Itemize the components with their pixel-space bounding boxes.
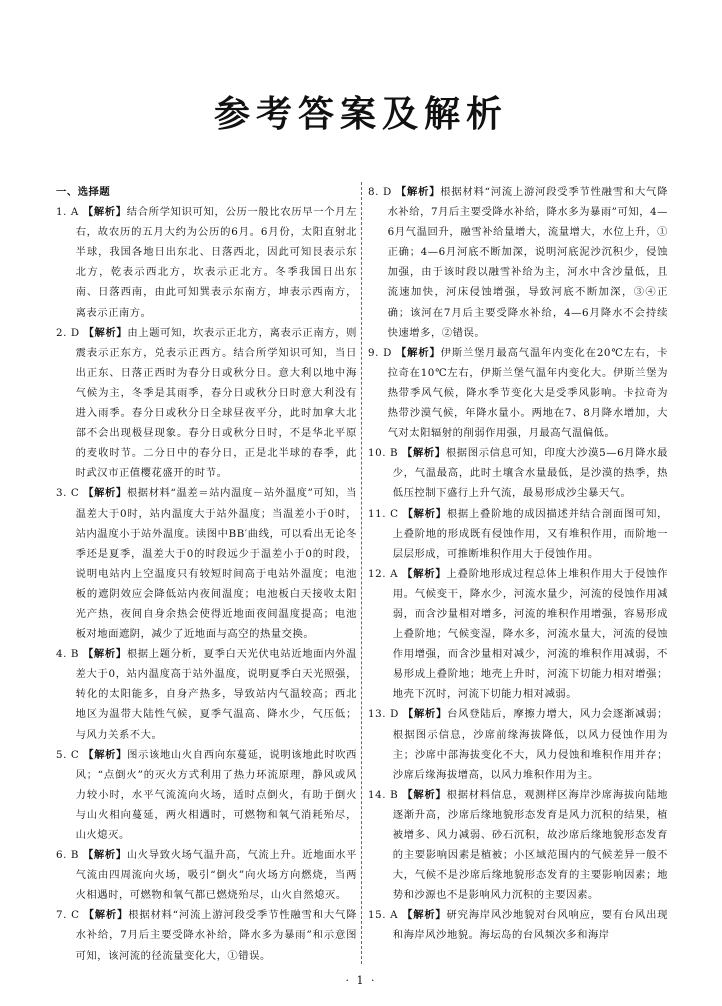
answer-item: [56, 202, 357, 323]
answer-letter: D: [70, 326, 80, 339]
answer-letter: B: [389, 447, 399, 460]
question-number: 9.: [368, 346, 379, 359]
question-number: 8.: [368, 186, 379, 198]
question-number: 4.: [56, 648, 67, 661]
analysis-tag: 【解析】: [402, 788, 447, 801]
analysis-tag: 【解析】: [83, 748, 128, 761]
answer-item: [368, 182, 668, 343]
analysis-text: 根据上叠阶地的成因描述并结合剖面图可知，上叠阶地的形成既有侵蚀作用，又有堆积作用，而阶地一层层形成，可推断堆积作用大于侵蚀作用。: [392, 507, 668, 560]
answer-letter: A: [390, 567, 399, 580]
analysis-tag: 【解析】: [402, 567, 447, 580]
answer-letter: C: [70, 748, 80, 761]
analysis-text: 根据材料“河流上游河段受季节性融雪和大气降水补给，7月后主要受降水补给，降水多为暴雨”和示意图可知，该河流的径流量变化大，①错误。: [75, 909, 357, 962]
analysis-tag: 【解析】: [396, 346, 441, 359]
analysis-text: 根据材料信息，观测样区海岸沙席海拔向陆地逐渐升高，沙席后缘地貌形态发育是风力沉积的结果，植被增多、风力减弱、砂石沉积，故沙席后缘地貌形态发育的主要影响因素是植被；小区域范围内的气候差异一般不大，气候不是沙席后缘地貌形态发育的主要影响因素；地势和沙源也不是影响风力沉积的主要因素。: [392, 788, 668, 902]
analysis-text: 根据图示信息可知，印度大沙漠5—6月降水最少，气温最高，此时土壤含水量最低，是沙漠的热季，热低压控制下盛行上升气流，最易形成沙尘暴天气。: [392, 447, 669, 500]
question-number: 5.: [56, 748, 67, 761]
answer-item: [56, 323, 357, 484]
analysis-tag: 【解析】: [83, 487, 127, 500]
analysis-tag: 【解析】: [402, 507, 447, 520]
analysis-tag: 【解析】: [82, 206, 127, 219]
answer-letter: D: [390, 708, 399, 721]
page-number: · 1 ·: [345, 974, 377, 987]
question-number: 7.: [56, 909, 67, 922]
answer-letter: D: [383, 186, 392, 198]
analysis-text: 台风登陆后，摩擦力增大，风力会逐渐减弱；根据图示信息，沙席前缘海拔降低，以风力侵蚀作用为主；沙席中部海拔变化不大，风力侵蚀和堆积作用并存；沙席后缘海拔增高，以风力堆积作用为主。: [392, 708, 668, 781]
question-number: 10.: [368, 447, 387, 460]
page-title: 参考答案及解析: [213, 94, 508, 135]
answer-letter: C: [71, 909, 80, 922]
left-column: [56, 182, 357, 962]
answer-letter: B: [70, 648, 80, 661]
analysis-text: 由上题可知，坎表示正北方，离表示正南方，则震表示正东方，兑表示正西方。结合所学知识可知，当日出正东、日落正西时为春分日或秋分日。意大利以地中海气候为主，冬季是其雨季，春分日或秋分日时意大利没有进入雨季。春分日或秋分日全球昼夜平分，此时加拿大北部不会出现极昼现象。春分日或秋分日时，不是华北平原的麦收时节。二分日中的春分日，正是北半球的春季，此时武汉市正值樱花盛开的时节。: [75, 326, 357, 480]
answer-letter: B: [390, 788, 399, 801]
answer-letter: C: [70, 487, 80, 500]
answer-item: [368, 785, 668, 906]
answer-item: [368, 564, 668, 705]
question-number: 14.: [368, 788, 387, 801]
analysis-tag: 【解析】: [83, 909, 129, 922]
answer-item: [368, 704, 668, 784]
question-number: 15.: [368, 909, 387, 922]
answer-letter: A: [390, 909, 399, 922]
answer-item: [56, 905, 357, 965]
section-heading: 一、选择题: [56, 186, 111, 198]
question-number: 2.: [56, 326, 67, 339]
answer-item: [368, 504, 668, 564]
analysis-text: 上叠阶地形成过程总体上堆积作用大于侵蚀作用。气候变干，降水少，河流水量少，河流的侵蚀作用减弱，而含沙量相对增多，河流的堆积作用增强，容易形成上叠阶地；气候变湿，降水多，河流水量大，河流的侵蚀作用增强，而含沙量相对减少，河流的堆积作用减弱，不易形成上叠阶地；地壳上升时，河流下切能力相对增强；地壳下沉时，河流下切能力相对减弱。: [392, 567, 669, 701]
analysis-tag: 【解析】: [82, 849, 127, 862]
analysis-tag: 【解析】: [402, 708, 448, 721]
question-number: 3.: [56, 487, 67, 500]
answer-item: [368, 905, 668, 945]
answer-letter: D: [383, 346, 392, 359]
answer-letter: A: [70, 206, 79, 219]
question-number: 12.: [368, 567, 387, 580]
analysis-text: 图示该地山火自西向东蔓延，说明该地此时吹西风；“点倒火”的灭火方式利用了热力环流原理，静风或风力较小时，水平气流流向火场，适时点倒火，有助于倒火与山火相向蔓延，两火相遇时，可燃物和氧气消耗殆尽，山火熄灭。: [75, 748, 358, 841]
question-number: 11.: [368, 507, 387, 520]
analysis-tag: 【解析】: [395, 186, 441, 198]
analysis-text: 根据材料“河流上游河段受季节性融雪和大气降水补给，7月后主要受降水补给，降水多为暴雨”可知，4—6月气温回升，融雪补给量增大，流量增大，水位上升，①正确；4—6月河底不断加深，说明河底泥沙沉积少，侵蚀加强，由于该时段以融雪补给为主，河水中含沙量低，且流速加快，河床侵蚀增强，导致河底不断加深，③④正确；该河在7月后主要受降水补给，4—6月降水不会持续快速增多，②错误。: [387, 186, 668, 339]
analysis-text: 研究海岸风沙地貌对台风响应，要有台风出现和海岸风沙地貌。海坛岛的台风频次多和海岸: [392, 909, 669, 942]
analysis-text: 结合所学知识可知，公历一般比农历早一个月左右，故农历的五月大约为公历的6月。6月份，太阳直射北半球，我国各地日出东北、日落西北，因此可知艮表示东北方，乾表示西北方，坎表示正北方。冬季我国日出东南、日落西南，由此可知巽表示东南方，坤表示西南方，离表示正南方。: [75, 206, 357, 319]
answer-item: [56, 745, 357, 845]
answer-letter: B: [70, 849, 80, 862]
left-answer-list: [56, 202, 357, 966]
answer-item: [56, 644, 357, 744]
question-number: 6.: [56, 849, 67, 862]
analysis-text: 根据材料“温差＝站内温度－站外温度”可知，当温差大于0时，站内温度大于站外温度；当温差小于0时，站内温度小于站外温度。读图中BB′曲线，可以看出无论冬季还是夏季，温差大于0的时段远少于温差小于0的时段，说明电站内上空温度只有较短时间高于电站外温度；电池板的遮阴效应会降低站内夜间温度；电池板白天接收太阳光产热，夜间自身余热会使得近地面夜间温度提高；电池板对地面遮阴，减少了近地面与高空的热量交换。: [75, 487, 357, 641]
answer-item: [56, 483, 357, 644]
analysis-tag: 【解析】: [402, 909, 447, 922]
column-divider: [361, 182, 362, 964]
analysis-text: 伊斯兰堡月最高气温年内变化在20℃左右，卡拉奇在10℃左右，伊斯兰堡气温年内变化大。伊斯兰堡为热带季风气候，降水季节变化大是受季风影响。卡拉奇为热带沙漠气候，年降水量小。两地在7、8月降水增加，大气对太阳辐射的削弱作用强，月最高气温偏低。: [387, 346, 669, 440]
analysis-tag: 【解析】: [83, 326, 128, 339]
answer-letter: C: [390, 507, 399, 520]
question-number: 1.: [56, 206, 67, 219]
answer-item: [56, 845, 357, 905]
right-column: [368, 182, 668, 962]
analysis-text: 根据上题分析，夏季白天光伏电站近地面内外温差大于0，站内温度高于站外温度，说明夏季白天光照强，转化的太阳能多，自身产热多，导致站内气温较高；西北地区为温带大陆性气候，夏季气温高、降水少，气压低；与风力关系不大。: [75, 648, 358, 741]
analysis-text: 山火导致火场气温升高，气流上升。近地面水平气流由四周流向火场，吸引“倒火”向火场方向燃烧，当两火相遇时，可燃物和氧气都已燃烧殆尽，山火自然熄灭。: [75, 849, 358, 902]
question-number: 13.: [368, 708, 387, 721]
analysis-tag: 【解析】: [82, 648, 127, 661]
analysis-tag: 【解析】: [402, 447, 446, 460]
answer-item: [368, 343, 668, 443]
right-answer-list: [368, 182, 668, 946]
answer-item: [368, 443, 668, 503]
